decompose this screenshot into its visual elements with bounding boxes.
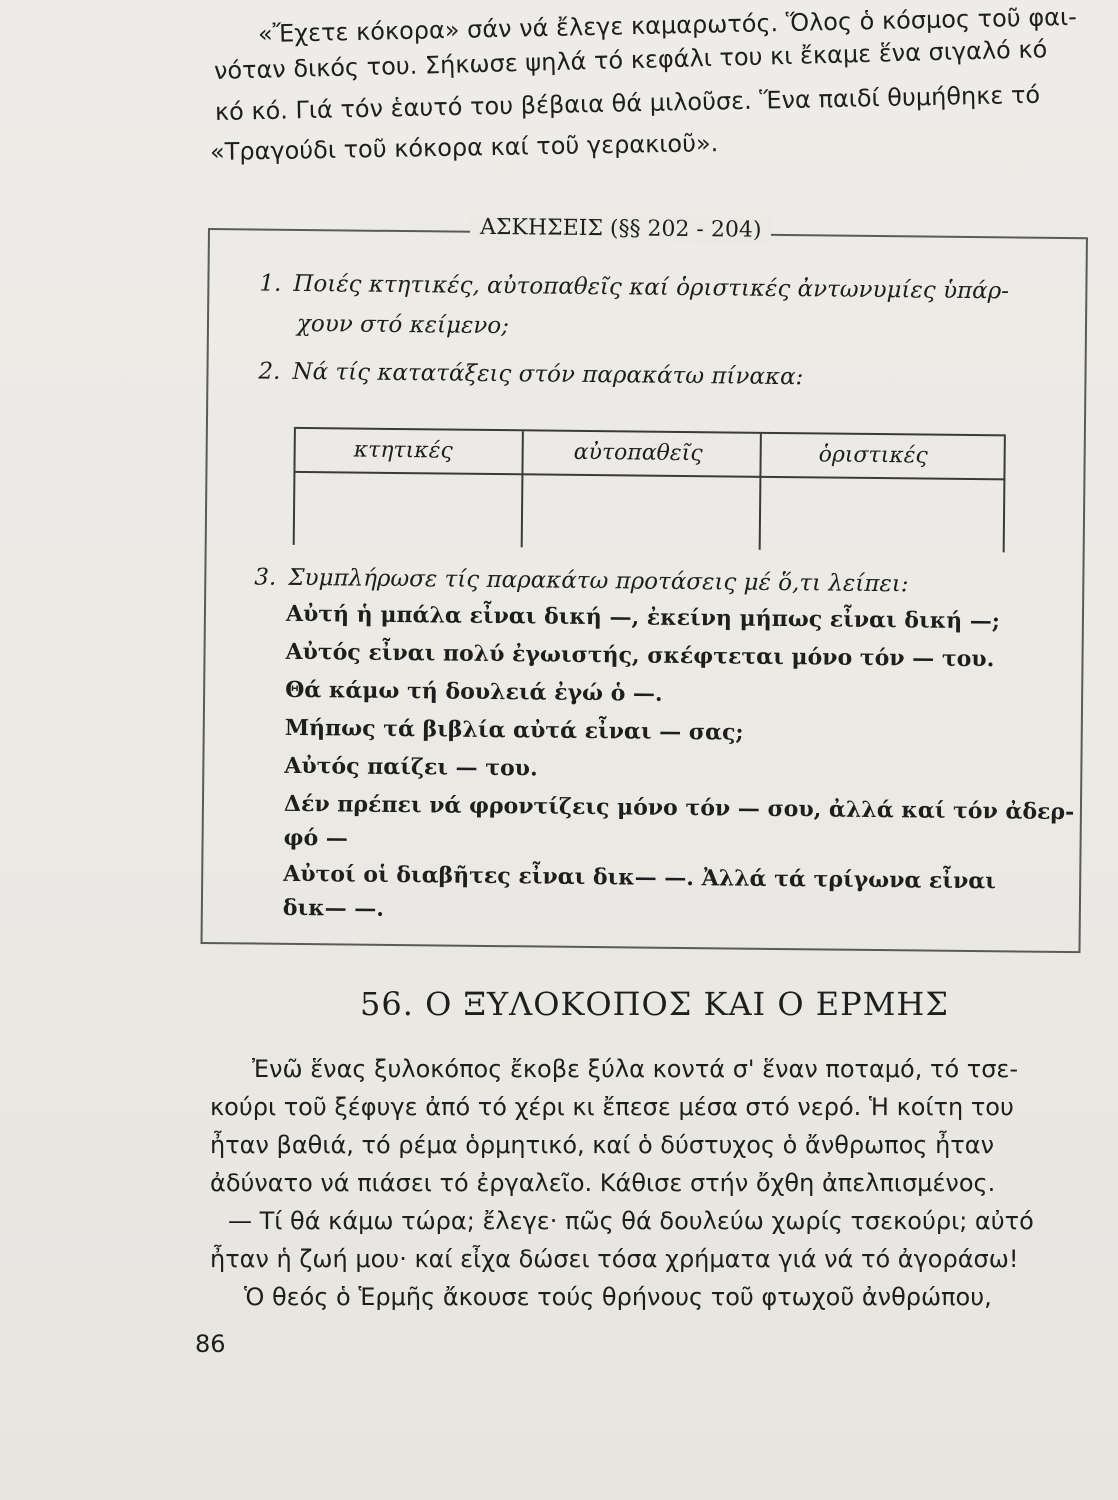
chapter-heading: 56. Ο ΞΥΛΟΚΟΠΟΣ ΚΑΙ Ο ΕΡΜΗΣ xyxy=(360,985,949,1023)
fill-sentence: δικ— —. xyxy=(282,894,385,922)
page-number: 86 xyxy=(195,1330,226,1358)
table-header-cell: ὁριστικές xyxy=(818,442,928,469)
exercise-number: 1. xyxy=(259,270,282,297)
table-border-left xyxy=(293,429,296,545)
fill-sentence: Αὐτοί οἱ διαβῆτες εἶναι δικ— —. Ἀλλά τά τρίγωνα εἶναι xyxy=(283,860,996,895)
fill-sentence: φό — xyxy=(283,824,349,852)
intro-line: «Τραγούδι τοῦ κόκορα καί τοῦ γερακιοῦ». xyxy=(209,129,719,166)
fill-sentence: Αὐτός εἶναι πολύ ἐγωιστής, σκέφτεται μόνο τόν — του. xyxy=(285,638,995,673)
story-line: ἦταν βαθιά, τό ρέμα ὁρμητικό, καί ὁ δύστυχος ὁ ἄνθρωπος ἦταν xyxy=(210,1131,994,1159)
exercise-3 xyxy=(254,565,909,598)
exercise-text: Συμπλήρωσε τίς παρακάτω προτάσεις μέ ὅ,τι λείπει: xyxy=(288,564,909,598)
fill-sentence: Δέν πρέπει νά φροντίζεις μόνο τόν — σου, ἀλλά καί τόν ἀδερ- xyxy=(283,790,1075,826)
exercise-number: 3. xyxy=(254,564,277,591)
table-divider xyxy=(759,434,762,550)
fill-sentence: Μήπως τά βιβλία αὐτά εἶναι — σας; xyxy=(284,714,744,746)
table-header-cell: αὐτοπαθεῖς xyxy=(573,439,703,467)
story-line: ἦταν ἡ ζωή μου· καί εἶχα δώσει τόσα χρήματα γιά νά τό ἀγοράσω! xyxy=(210,1245,1019,1273)
exercise-2 xyxy=(258,359,803,391)
fill-sentence: Αὐτή ἡ μπάλα εἶναι δική —, ἐκείνη μήπως εἶναι δική —; xyxy=(285,600,1001,635)
table-border-right xyxy=(1003,436,1006,552)
story-line: — Τί θά κάμω τώρα; ἔλεγε· πῶς θά δουλεύω χωρίς τσεκούρι; αὐτό xyxy=(228,1207,1034,1235)
intro-line: «Ἔχετε κόκορα» σάν νά ἔλεγε καμαρωτός. Ὅλος ὁ κόσμος τοῦ φαι- xyxy=(257,2,1077,48)
fill-sentence: Αὐτός παίζει — του. xyxy=(284,752,538,782)
exercise-number: 2. xyxy=(258,358,281,385)
story-line: Ὁ θεός ὁ Ἑρμῆς ἄκουσε τούς θρήνους τοῦ φτωχοῦ ἀνθρώπου, xyxy=(244,1283,992,1311)
story-line: Ἐνῶ ἕνας ξυλοκόπος ἔκοβε ξύλα κοντά σ' ἕναν ποταμό, τό τσε- xyxy=(252,1055,1019,1083)
fill-sentence: Θά κάμω τή δουλειά ἐγώ ὁ —. xyxy=(285,676,663,707)
exercise-text: Ποιές κτητικές, αὐτοπαθεῖς καί ὁριστικές ἀντωνυμίες ὑπάρ- xyxy=(293,270,1010,305)
table-divider xyxy=(521,431,524,547)
intro-line: κό κό. Γιά τόν ἑαυτό του βέβαια θά μιλοῦσε. Ἕνα παιδί θυμήθηκε τό xyxy=(214,80,1041,126)
exercises-title: ΑΣΚΗΣΕΙΣ (§§ 202 - 204) xyxy=(470,215,772,243)
exercises-box xyxy=(201,214,1088,953)
intro-line: νόταν δικός του. Σήκωσε ψηλά τό κεφάλι του κι ἔκαμε ἕνα σιγαλό κό xyxy=(213,35,1048,85)
story-line: κούρι τοῦ ξέφυγε ἀπό τό χέρι κι ἔπεσε μέσα στό νερό. Ἡ κοίτη του xyxy=(210,1093,1014,1121)
exercise-text: Νά τίς κατατάξεις στόν παρακάτω πίνακα: xyxy=(292,358,804,391)
exercise-1-continued: χουν στό κείμενο; xyxy=(296,310,510,340)
exercise-1 xyxy=(259,271,1009,305)
story-line: ἀδύνατο νά πιάσει τό ἐργαλεῖο. Κάθισε στήν ὄχθη ἀπελπισμένος. xyxy=(210,1169,996,1197)
table-header-cell: κτητικές xyxy=(353,437,453,464)
classification-table xyxy=(293,427,1006,552)
